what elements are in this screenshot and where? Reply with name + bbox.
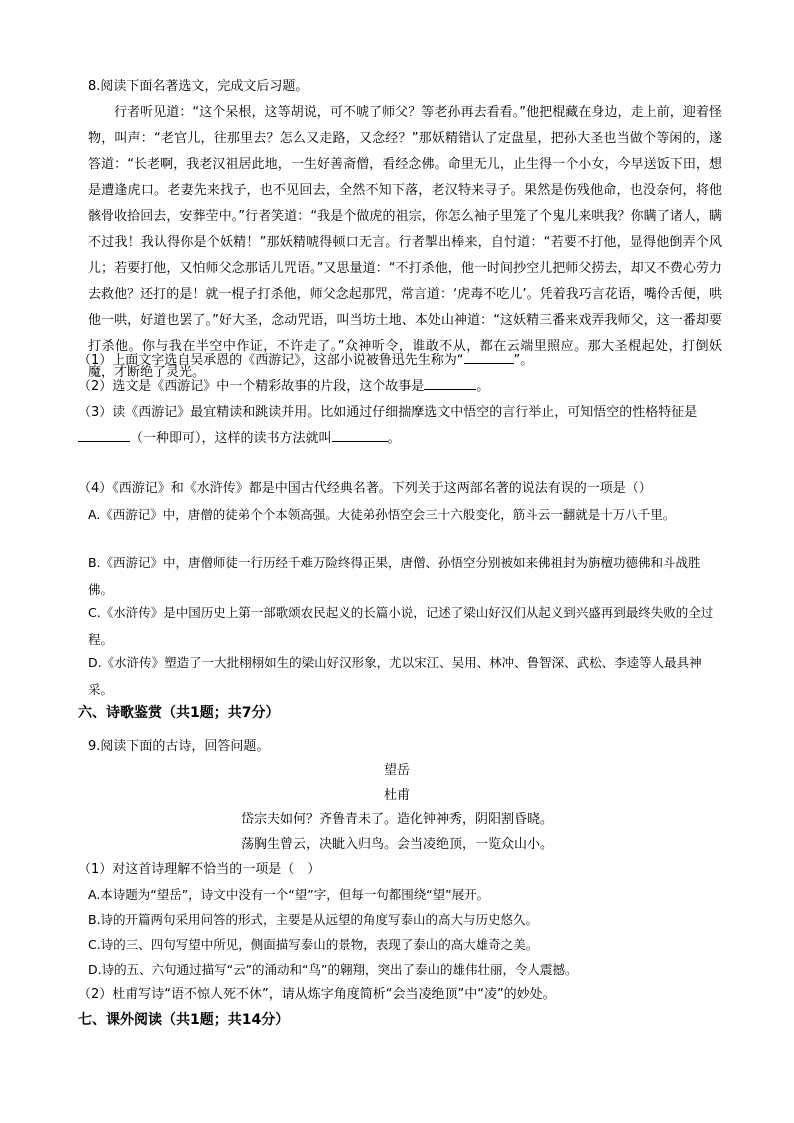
sub-3-text-a: （3）读《西游记》最宜精读和跳读并用。比如通过仔细揣摩选文中悟空的言行举止，可知悟空的性格特征是 xyxy=(78,405,698,420)
question-9-sub-1: （1）对这首诗理解不恰当的一项是（ ） xyxy=(78,862,321,877)
answer-blank[interactable] xyxy=(78,427,130,442)
question-8-option-b[interactable]: B.《西游记》中，唐僧师徒一行历经千难万险终得正果，唐僧、孙悟空分别被如来佛祖封为旃檀功德佛和斗战胜佛。 xyxy=(88,555,701,597)
question-9-option-b[interactable]: B.诗的开篇两句采用问答的形式，主要是从远望的角度写泰山的高大与历史悠久。 xyxy=(88,912,539,927)
answer-blank[interactable] xyxy=(332,427,388,442)
sub-3-text-c: 。 xyxy=(387,431,401,446)
section-7-heading: 七、课外阅读（共1题；共14分） xyxy=(78,1012,290,1028)
sub-1-text-b: ”。 xyxy=(513,353,534,368)
answer-blank[interactable] xyxy=(424,375,476,390)
question-8-sub-4: （4）《西游记》和《水浒传》都是中国古代经典名著。下列关于这两部名著的说法有误的一项是（） xyxy=(78,481,652,496)
question-9-option-d[interactable]: D.诗的五、六句通过描写“云”的涌动和“鸟”的翱翔，突出了泰山的雄伟壮丽，令人震撼。 xyxy=(88,962,578,977)
question-8-sub-1 xyxy=(78,348,720,374)
question-8-option-a[interactable]: A.《西游记》中，唐僧的徒弟个个本领高强。大徒弟孙悟空会三十六般变化，筋斗云一翻就是十万八千里。 xyxy=(88,507,676,522)
question-8-sub-3 xyxy=(78,400,720,452)
question-9-sub-2: （2）杜甫写诗“语不惊人死不休”，请从炼字角度简析“会当凌绝顶”中“凌”的妙处。 xyxy=(78,987,556,1002)
poem-line-1: 岱宗夫如何？齐鲁青未了。造化钟神秀，阴阳割昏晓。 xyxy=(240,812,553,827)
question-9-option-c[interactable]: C.诗的三、四句写望中所见，侧面描写泰山的景物，表现了泰山的高大雄奇之美。 xyxy=(88,937,539,952)
sub-3-text-b: （一种即可），这样的读书方法就叫 xyxy=(130,431,332,446)
poem-title: 望岳 xyxy=(383,763,410,778)
question-8-option-d[interactable]: D.《水浒传》塑造了一大批栩栩如生的梁山好汉形象，尤以宋江、吴用、林冲、鲁智深、武松、李逵等人最具神采。 xyxy=(88,655,702,697)
question-8-title: 8.阅读下面名著选文，完成文后习题。 xyxy=(88,79,309,94)
question-9-title: 9.阅读下面的古诗，回答问题。 xyxy=(88,739,270,754)
question-9-option-a[interactable]: A.本诗题为“望岳”，诗文中没有一个“望”字，但每一句都围绕“望”展开。 xyxy=(88,887,490,902)
poem-line-2: 荡胸生曾云，决眦入归鸟。会当凌绝顶，一览众山小。 xyxy=(240,837,553,852)
section-6-heading: 六、诗歌鉴赏（共1题；共7分） xyxy=(78,705,280,721)
sub-2-text-b: 。 xyxy=(476,379,490,394)
answer-blank[interactable] xyxy=(464,349,514,364)
question-8-sub-2 xyxy=(78,374,720,400)
sub-2-text-a: （2）选文是《西游记》中一个精彩故事的片段，这个故事是 xyxy=(78,379,425,394)
poem-author: 杜甫 xyxy=(383,788,410,803)
question-8-option-c[interactable]: C.《水浒传》是中国历史上第一部歌颂农民起义的长篇小说，记述了梁山好汉们从起义到兴盛再到最终失败的全过程。 xyxy=(88,605,714,647)
question-8-passage: 行者听见道：“这个呆根，这等胡说，可不唬了师父？等老孙再去看看。”他把棍藏在身边，走上前，迎着怪物，叫声：“老官儿，往那里去？怎么又走路，又念经？”那妖精错认了定盘星，把孙大圣也当做个等闲的，遂答道：“长老啊，我老汉祖居此地，一生好善斋僧，看经念佛。命里无儿，止生得一个小女，今早送饭下田，想是遭逢虎口。老妻先来找子，也不见回去，全然不知下落，老汉特来寻子。果然是伤残他命，也没奈何，将他骸骨收拾回去，安葬茔中。”行者笑道：“我是个做虎的祖宗，你怎么袖子里笼了个鬼儿来哄我？你瞒了诸人，瞒不过我！我认得你是个妖精！”那妖精唬得顿口无言。行者掣出棒来，自忖道：“若要不打他，显得他倒弄个风儿；若要打他，又怕师父念那话儿咒语。”又思量道：“不打杀他，他一时间抄空儿把师父捞去，却又不费心劳力去救他？还打的是！就一棍子打杀他，师父念起那咒，常言道：‘虎毒不吃儿’。凭着我巧言花语，嘴伶舌便，哄他一哄，好道也罢了。”好大圣，念动咒语，叫当坊土地、本处山神道：“这妖精三番来戏弄我师父，这一番却要打杀他。你与我在半空中作证，不许走了。”众神听令，谁敢不从，都在云端里照应。那大圣棍起处，打倒妖魔，才断绝了灵光。 xyxy=(88,105,722,380)
sub-1-text-a: （1）上面文字选自吴承恩的《西游记》，这部小说被鲁迅先生称为“ xyxy=(78,353,464,368)
